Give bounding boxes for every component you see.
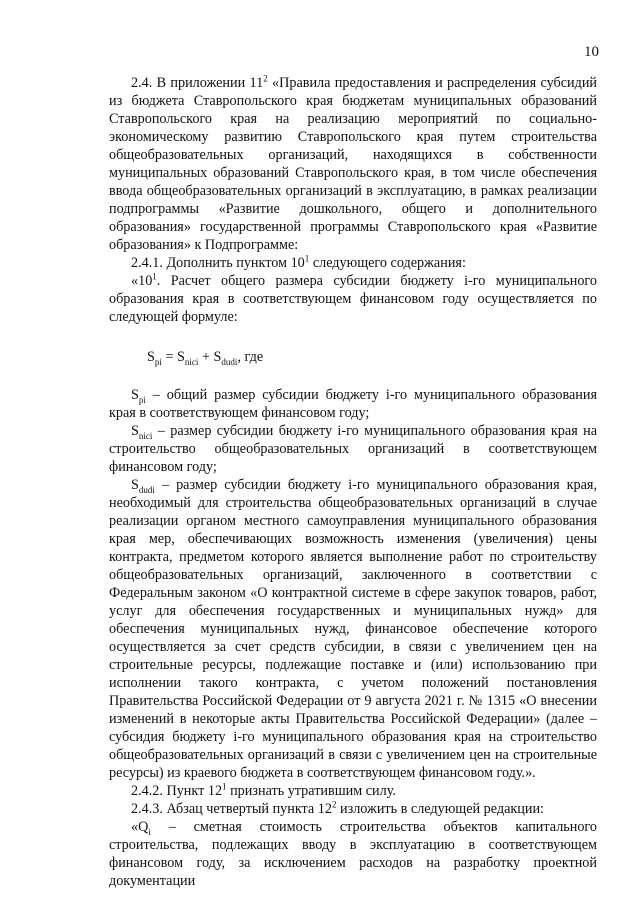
definition-s-nici: $S_{nici}$ – размер субсидии бюджету i-го муниципального образования края на строительство общеобразовательных организаций в соответствующем финансовом году; <box>109 423 597 475</box>
paragraph-2-4-2: 2.4.2. Пункт $12^1$ признать утратившим силу. <box>131 781 396 799</box>
paragraph-10-1: «$10^1$. Расчет общего размера субсидии бюджету i-го муниципального образования края в соответствующем финансовом году осуществляется по следующей формуле: <box>109 271 597 325</box>
paragraph-2-4-3: 2.4.3. Абзац четвертый пункта $12^2$ изложить в следующей редакции: <box>131 799 544 817</box>
definition-s-pi: $S_{pi}$ – общий размер субсидии бюджету i-го муниципального образования края в соответствующем финансовом году; <box>109 387 597 421</box>
definition-s-dudi: $S_{dudi}$ – размер субсидии бюджету i-го муниципального образования края, необходимый для строительства общеобразовательных организаций в случае реализации органом местного самоуправления муниципального образования края мер, обеспечивающих возможность изменения (увеличения) цены контракта, предметом которого является выполнение работ по строительству общеобразовательных организаций, заключенного в соответствии с Федеральным законом «О контрактной системе в сфере закупок товаров, работ, услуг для обеспечения государственных и муниципальных нужд» для обеспечения муниципальных нужд, финансовое обеспечение которого осуществляется за счет средств субсидии, в связи с увеличением цен на строительные ресурсы, подлежащие поставке и (или) использованию при исполнении такого контракта, с учетом положений постановления Правительства Российской Федерации от 9 августа 2021 г. № 1315 «О внесении изменений в некоторые акты Правительства Российской Федерации» (далее – субсидия бюджету i-го муниципального образования края на строительство общеобразовательных организаций в связи с увеличением цен на строительные ресурсы) из краевого бюджета в соответствующем финансовом году.». <box>109 477 597 781</box>
paragraph-2-4: 2.4. В приложении $11^2$ «Правила предоставления и распределения субсидий из бюджета Ставропольского края бюджетам муниципальных образований Ставропольского края на реализацию мероприятий по социально-экономическому развитию Ставропольского края путем строительства общеобразовательных организаций, находящихся в собственности муниципальных образований Ставропольского края, в том числе обеспечения ввода общеобразовательных организаций в эксплуатацию, в рамках реализации подпрограммы «Развитие дошкольного, общего и дополнительного образования» государственной программы Ставропольского края «Развитие образования» к Подпрограмме: <box>109 73 597 253</box>
page-number: 10 <box>584 44 599 60</box>
definition-q-i: «$Q_i$ – сметная стоимость строительства объектов капитального строительства, подлежащих вводу в эксплуатацию в соответствующем финансовом году, за исключением расходов на разработку проектной документации <box>109 819 597 889</box>
paragraph-2-4-1: 2.4.1. Дополнить пунктом $10^1$ следующего содержания: <box>131 253 466 271</box>
document-body <box>109 74 597 890</box>
subsidy-formula: $S_{pi} = S_{nici} + S_{dudi}$, где <box>147 349 264 367</box>
